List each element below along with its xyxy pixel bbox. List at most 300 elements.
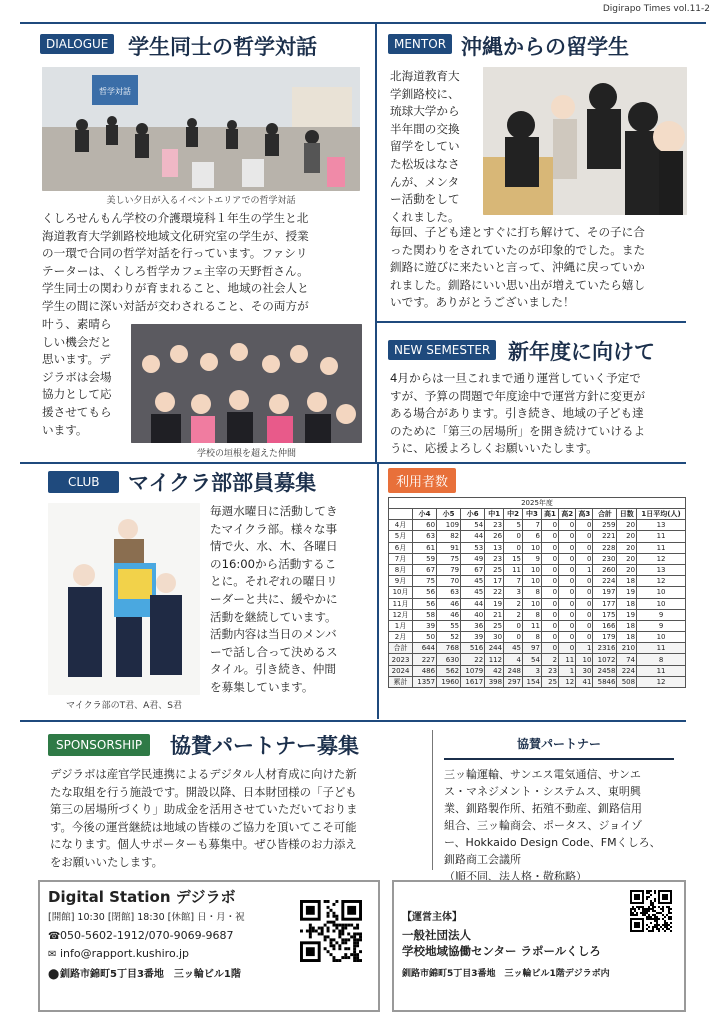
table-cell: 11 — [637, 542, 686, 553]
table-cell: 0 — [559, 587, 576, 598]
masthead: Digirapo Times vol.11-2 — [602, 4, 710, 14]
table-cell: 297 — [504, 676, 523, 687]
table-row — [389, 676, 686, 687]
email-link[interactable]: info@rapport.kushiro.jp — [60, 947, 190, 960]
table-cell: 19 — [617, 587, 637, 598]
table-row — [389, 665, 686, 676]
table-cell: 0 — [559, 643, 576, 654]
table-cell: 20 — [617, 520, 637, 531]
users-table — [388, 508, 686, 688]
row-label: 9月 — [389, 576, 413, 587]
new-semester-title: 新年度に向けて — [508, 340, 655, 364]
table-cell: 39 — [461, 632, 485, 643]
text-line: ー活動をして — [390, 192, 460, 207]
mentor-photo — [483, 67, 687, 215]
text-line: 毎回、子ども達とすぐに打ち解けて、その子に合 — [390, 225, 645, 239]
table-cell: 18 — [617, 620, 637, 631]
text-line: 学釧路校に、 — [390, 86, 460, 101]
column-header: 1日平均(人) — [637, 509, 686, 520]
table-cell: 70 — [437, 576, 461, 587]
table-cell: 17 — [485, 576, 504, 587]
column-header: 高3 — [576, 509, 593, 520]
table-cell: 0 — [541, 609, 558, 620]
table-cell: 30 — [576, 665, 593, 676]
text-line: 北海道教育大 — [390, 69, 460, 83]
club-photo-caption: マイクラ部のT君、A君、S君 — [65, 701, 182, 711]
table-cell: 0 — [541, 632, 558, 643]
table-cell: 1960 — [437, 676, 461, 687]
text-line: 半年間の交換 — [390, 121, 460, 136]
dialogue-tag: DIALOGUE — [40, 34, 114, 54]
table-cell: 0 — [541, 542, 558, 553]
table-cell: 1079 — [461, 665, 485, 676]
table-cell: 44 — [461, 598, 485, 609]
sponsorship-tag: SPONSORSHIP — [48, 734, 150, 756]
table-cell: 20 — [617, 553, 637, 564]
table-cell: 166 — [593, 620, 617, 631]
table-cell: 30 — [485, 632, 504, 643]
table-cell: 2 — [504, 598, 523, 609]
table-row — [389, 587, 686, 598]
text-line: 海道教育大学釧路校地域文化研究室の学生が、授業 — [42, 228, 309, 243]
table-cell: 10 — [523, 564, 542, 575]
text-line: の16:00から活動するこ — [210, 556, 337, 571]
table-cell: 0 — [576, 520, 593, 531]
table-cell: 224 — [617, 665, 637, 676]
table-cell: 197 — [593, 587, 617, 598]
table-cell: 0 — [576, 620, 593, 631]
table-cell: 244 — [485, 643, 504, 654]
table-cell: 13 — [485, 542, 504, 553]
table-cell: 11 — [504, 564, 523, 575]
text-line: 学生の間に深い対話が交わされること、その両方が — [42, 298, 309, 313]
table-cell: 40 — [461, 609, 485, 620]
table-cell: 224 — [593, 576, 617, 587]
column-header: 高1 — [541, 509, 558, 520]
text-line: 第三の居場所づくり」助成金を活用させていただいておりま — [50, 802, 358, 817]
table-cell: 0 — [541, 587, 558, 598]
table-row — [389, 654, 686, 665]
partners-title: 協賛パートナー — [444, 735, 674, 760]
table-cell: 0 — [559, 553, 576, 564]
table-cell: 10 — [637, 632, 686, 643]
text-line: 留学をしてい — [390, 139, 460, 154]
table-cell: 0 — [559, 632, 576, 643]
text-line: の一環で合同の哲学対話を行っています。ファシリ — [42, 246, 308, 261]
text-line: 協力として応 — [42, 387, 112, 402]
table-cell: 19 — [485, 598, 504, 609]
text-line: いです。ありがとうございました！ — [390, 295, 575, 310]
table-cell: 13 — [637, 520, 686, 531]
text-line: 思います。デ — [42, 352, 111, 367]
column-header: 小6 — [461, 509, 485, 520]
table-cell: 7 — [504, 576, 523, 587]
mentor-divider — [377, 321, 686, 323]
table-cell: 55 — [437, 620, 461, 631]
row-label: 8月 — [389, 564, 413, 575]
text-line: んが、メンタ — [390, 174, 460, 189]
operator-label: 【運営主体】 — [402, 912, 462, 923]
table-row — [389, 643, 686, 654]
operator-org-name: 学校地域協働センター ラポールくしろ — [402, 944, 601, 958]
table-cell: 7 — [523, 520, 542, 531]
table-cell: 75 — [437, 553, 461, 564]
table-cell: 2 — [541, 654, 558, 665]
text-line: うに、応援よろしくお願いいたします。 — [390, 441, 598, 456]
text-line: た松坂はなさ — [390, 156, 460, 171]
table-cell: 19 — [617, 609, 637, 620]
text-line: す。今後の運営継続は地域の皆様のご協力を頂いてこそ可能 — [50, 819, 357, 834]
table-cell: 9 — [637, 620, 686, 631]
sponsorship-body — [50, 766, 430, 872]
station-name: Digital Station デジラボ — [48, 888, 236, 906]
table-cell: 1 — [576, 643, 593, 654]
table-cell: 22 — [461, 654, 485, 665]
table-cell: 74 — [617, 654, 637, 665]
text-line: 情で火、水、木、各曜日 — [210, 539, 338, 554]
table-cell: 0 — [541, 564, 558, 575]
table-cell: 0 — [541, 620, 558, 631]
mentor-body-narrow — [390, 68, 478, 226]
table-cell: 10 — [523, 576, 542, 587]
table-cell: 12 — [637, 576, 686, 587]
table-cell: 54 — [461, 520, 485, 531]
station-email — [48, 947, 189, 960]
partner-line: ス・マネジメント・システムス、東明興 — [444, 785, 641, 798]
text-line: 叶う、素晴ら — [42, 317, 112, 331]
text-line: 毎週水曜日に活動してき — [210, 504, 338, 518]
table-cell: 21 — [485, 609, 504, 620]
column-header: 中3 — [523, 509, 542, 520]
mentor-photo-scene — [483, 67, 687, 215]
table-cell: 3 — [504, 587, 523, 598]
table-cell: 20 — [617, 564, 637, 575]
row-label: 5月 — [389, 531, 413, 542]
text-line: のために「第三の居場所」を開き続けていけるよ — [390, 423, 646, 438]
table-cell: 0 — [504, 620, 523, 631]
table-cell: 13 — [637, 564, 686, 575]
dialogue-body-narrow — [42, 316, 130, 439]
table-cell: 0 — [541, 643, 558, 654]
phone-number[interactable]: 050-5602-1912/070-9069-9687 — [60, 929, 234, 942]
table-cell: 0 — [504, 632, 523, 643]
table-cell: 59 — [413, 553, 437, 564]
table-cell: 10 — [576, 654, 593, 665]
club-tag: CLUB — [48, 471, 119, 493]
table-cell: 82 — [437, 531, 461, 542]
partner-line: 三ッ輪運輸、サンエス電気通信、サンエ — [444, 768, 641, 781]
table-cell: 67 — [413, 564, 437, 575]
users-table-body — [389, 520, 686, 688]
table-cell: 230 — [593, 553, 617, 564]
table-cell: 0 — [504, 542, 523, 553]
table-cell: 50 — [413, 632, 437, 643]
table-cell: 768 — [437, 643, 461, 654]
table-cell: 179 — [593, 632, 617, 643]
column-header: 合計 — [593, 509, 617, 520]
table-cell: 1 — [576, 564, 593, 575]
table-cell: 0 — [504, 531, 523, 542]
table-cell: 0 — [559, 576, 576, 587]
table-row — [389, 620, 686, 631]
column-header: 日数 — [617, 509, 637, 520]
table-cell: 0 — [559, 609, 576, 620]
table-cell: 18 — [617, 632, 637, 643]
table-cell: 58 — [413, 609, 437, 620]
text-line: くしろせんもん学校の介護環境科１年生の学生と北 — [42, 211, 309, 225]
table-cell: 5 — [504, 520, 523, 531]
text-line: ある場合があります。引き続き、地域の子ども達 — [390, 406, 644, 421]
table-cell: 0 — [559, 531, 576, 542]
text-line: ーダーと共に、緩やかに — [210, 591, 338, 606]
table-row — [389, 553, 686, 564]
table-cell: 175 — [593, 609, 617, 620]
table-cell: 562 — [437, 665, 461, 676]
dialogue-title: 学生同士の哲学対話 — [128, 35, 317, 59]
row-label: 4月 — [389, 520, 413, 531]
partners-list — [444, 766, 690, 885]
club-photo — [48, 503, 200, 695]
station-hours: [開館] 10:30 [閉館] 18:30 [休館] 日・月・祝 — [48, 912, 245, 923]
table-cell: 109 — [437, 520, 461, 531]
table-cell: 1357 — [413, 676, 437, 687]
partner-line: ー、Hokkaido Design Code、FMくしろ、 — [444, 836, 661, 849]
table-cell: 6 — [523, 531, 542, 542]
row-label: 1月 — [389, 620, 413, 631]
table-cell: 23 — [541, 665, 558, 676]
table-cell: 42 — [485, 665, 504, 676]
row-label: 12月 — [389, 609, 413, 620]
table-cell: 8 — [523, 587, 542, 598]
users-table-wrap — [388, 497, 686, 688]
station-qr-code[interactable] — [300, 900, 362, 962]
column-header: 中2 — [504, 509, 523, 520]
table-cell: 0 — [576, 632, 593, 643]
table-cell: 45 — [504, 643, 523, 654]
text-line: 活動内容は当日のメンバ — [210, 627, 337, 642]
table-header-row — [389, 509, 686, 520]
partners-divider — [432, 730, 433, 870]
table-cell: 154 — [523, 676, 542, 687]
text-line: ーで話し合って決めるス — [210, 644, 338, 659]
text-line: 援させてもら — [42, 404, 112, 419]
vertical-divider-middle — [377, 464, 379, 719]
table-cell: 10 — [637, 598, 686, 609]
table-cell: 25 — [485, 564, 504, 575]
operator-qr-code[interactable] — [630, 890, 672, 932]
table-cell: 41 — [576, 676, 593, 687]
table-cell: 221 — [593, 531, 617, 542]
table-cell: 227 — [413, 654, 437, 665]
dialogue-photo-scene — [42, 67, 360, 191]
group-photo-caption: 学校の垣根を超えた仲間 — [196, 449, 296, 459]
users-table-title: 2025年度 — [388, 497, 686, 508]
row-label: 6月 — [389, 542, 413, 553]
middle-divider — [20, 462, 686, 464]
dialogue-body-full — [42, 210, 362, 316]
text-line: った関わりをされていたのが印象的でした。また — [390, 242, 646, 257]
table-cell: 10 — [523, 598, 542, 609]
table-cell: 0 — [576, 553, 593, 564]
row-label: 11月 — [389, 598, 413, 609]
table-cell: 39 — [413, 620, 437, 631]
text-line: たマイクラ部。様々な事 — [210, 521, 338, 536]
text-line: います。 — [42, 422, 88, 437]
text-line: 釧路に遊びに来たいと言って、沖縄に戻っていか — [390, 260, 645, 275]
table-row — [389, 531, 686, 542]
table-cell: 0 — [559, 598, 576, 609]
table-cell: 23 — [485, 520, 504, 531]
text-line: 4月からは一旦これまで通り運営していく予定で — [390, 371, 641, 385]
table-cell: 8 — [637, 654, 686, 665]
table-row — [389, 564, 686, 575]
table-cell: 18 — [617, 598, 637, 609]
text-line: 学生同士の関わりが育まれること、地域の社会人と — [42, 281, 309, 296]
table-cell: 4 — [504, 654, 523, 665]
table-cell: 630 — [437, 654, 461, 665]
table-cell: 67 — [461, 564, 485, 575]
club-title: マイクラ部部員募集 — [128, 471, 317, 495]
table-cell: 25 — [485, 620, 504, 631]
table-cell: 11 — [637, 665, 686, 676]
table-cell: 0 — [576, 542, 593, 553]
table-cell: 10 — [523, 542, 542, 553]
partners-note: （順不同、法人格・敬称略） — [444, 870, 587, 883]
table-cell: 0 — [541, 531, 558, 542]
table-row — [389, 542, 686, 553]
new-semester-tag: NEW SEMESTER — [388, 340, 496, 360]
address-text: 釧路市錦町5丁目3番地 三ッ輪ビル1階 — [60, 969, 241, 980]
table-cell: 0 — [576, 587, 593, 598]
table-cell: 91 — [437, 542, 461, 553]
table-cell: 12 — [637, 676, 686, 687]
text-line: を募集しています。 — [210, 679, 314, 694]
column-header — [389, 509, 413, 520]
table-cell: 10 — [637, 587, 686, 598]
row-label: 10月 — [389, 587, 413, 598]
table-cell: 1617 — [461, 676, 485, 687]
table-cell: 8 — [523, 632, 542, 643]
column-header: 中1 — [485, 509, 504, 520]
table-cell: 46 — [437, 598, 461, 609]
table-row — [389, 520, 686, 531]
table-cell: 0 — [576, 576, 593, 587]
phone-icon: ☎ — [48, 931, 61, 942]
text-line: くれました。 — [390, 209, 460, 224]
table-cell: 516 — [461, 643, 485, 654]
text-line: れました。釧路にいい思い出が増えていたら嬉し — [390, 277, 646, 292]
text-line: 琉球大学から — [390, 104, 460, 119]
club-body — [210, 503, 370, 697]
table-cell: 0 — [559, 542, 576, 553]
table-row — [389, 632, 686, 643]
table-cell: 22 — [485, 587, 504, 598]
station-address — [48, 965, 241, 980]
club-photo-scene — [48, 503, 200, 695]
table-cell: 56 — [413, 587, 437, 598]
sponsorship-title: 協賛パートナー募集 — [170, 734, 359, 758]
group-photo — [131, 324, 362, 443]
table-cell: 486 — [413, 665, 437, 676]
dialogue-photo-caption: 美しい夕日が入るイベントエリアでの哲学対話 — [106, 196, 296, 206]
text-line: 活動を継続しています。 — [210, 609, 337, 624]
users-tag: 利用者数 — [388, 468, 456, 493]
table-cell: 0 — [559, 620, 576, 631]
table-cell: 9 — [637, 609, 686, 620]
text-line: になります。個人サポーターも募集中。ぜひ皆様のお力添え — [50, 837, 357, 852]
table-cell: 11 — [523, 620, 542, 631]
table-cell: 3 — [523, 665, 542, 676]
table-cell: 2458 — [593, 665, 617, 676]
table-cell: 25 — [541, 676, 558, 687]
table-cell: 75 — [413, 576, 437, 587]
table-cell: 5846 — [593, 676, 617, 687]
table-cell: 20 — [617, 531, 637, 542]
table-cell: 2 — [504, 609, 523, 620]
new-semester-body — [390, 370, 690, 458]
table-cell: 44 — [461, 531, 485, 542]
row-label: 累計 — [389, 676, 413, 687]
mentor-title: 沖縄からの留学生 — [461, 35, 629, 59]
text-line: しい機会だと — [42, 334, 112, 349]
table-cell: 259 — [593, 520, 617, 531]
table-cell: 2316 — [593, 643, 617, 654]
row-label: 合計 — [389, 643, 413, 654]
column-header: 小4 — [413, 509, 437, 520]
table-cell: 11 — [637, 531, 686, 542]
map-pin-icon: ⬤ — [48, 969, 60, 980]
table-cell: 398 — [485, 676, 504, 687]
table-cell: 45 — [461, 587, 485, 598]
table-cell: 11 — [559, 654, 576, 665]
table-cell: 79 — [437, 564, 461, 575]
table-cell: 18 — [617, 576, 637, 587]
table-cell: 0 — [576, 598, 593, 609]
table-cell: 60 — [413, 520, 437, 531]
table-cell: 0 — [541, 553, 558, 564]
partner-line: 釧路商工会議所 — [444, 853, 521, 866]
table-row — [389, 576, 686, 587]
partner-line: 組合、三ッ輪商会、ポータス、ジョイゾ — [444, 819, 643, 832]
table-cell: 0 — [559, 520, 576, 531]
mail-icon: ✉ — [48, 949, 57, 960]
table-cell: 63 — [413, 531, 437, 542]
table-cell: 61 — [413, 542, 437, 553]
table-cell: 15 — [504, 553, 523, 564]
screen-text: 哲学対話 — [99, 87, 131, 96]
table-cell: 9 — [523, 553, 542, 564]
text-line: ジラボは会場 — [42, 369, 112, 384]
table-cell: 12 — [559, 676, 576, 687]
table-cell: 23 — [485, 553, 504, 564]
group-photo-scene — [131, 324, 362, 443]
table-cell: 56 — [413, 598, 437, 609]
table-cell: 644 — [413, 643, 437, 654]
table-cell: 1 — [559, 665, 576, 676]
table-cell: 45 — [461, 576, 485, 587]
table-cell: 228 — [593, 542, 617, 553]
table-row — [389, 598, 686, 609]
table-cell: 49 — [461, 553, 485, 564]
table-cell: 112 — [485, 654, 504, 665]
top-divider — [20, 22, 706, 24]
row-label: 2024 — [389, 665, 413, 676]
table-cell: 8 — [523, 609, 542, 620]
table-cell: 0 — [576, 531, 593, 542]
table-cell: 248 — [504, 665, 523, 676]
partner-line: 業、釧路製作所、拓殖不動産、釧路信用 — [444, 802, 642, 815]
text-line: たな取組を行う施設です。開設以降、日本財団様の「子ども — [50, 784, 357, 799]
